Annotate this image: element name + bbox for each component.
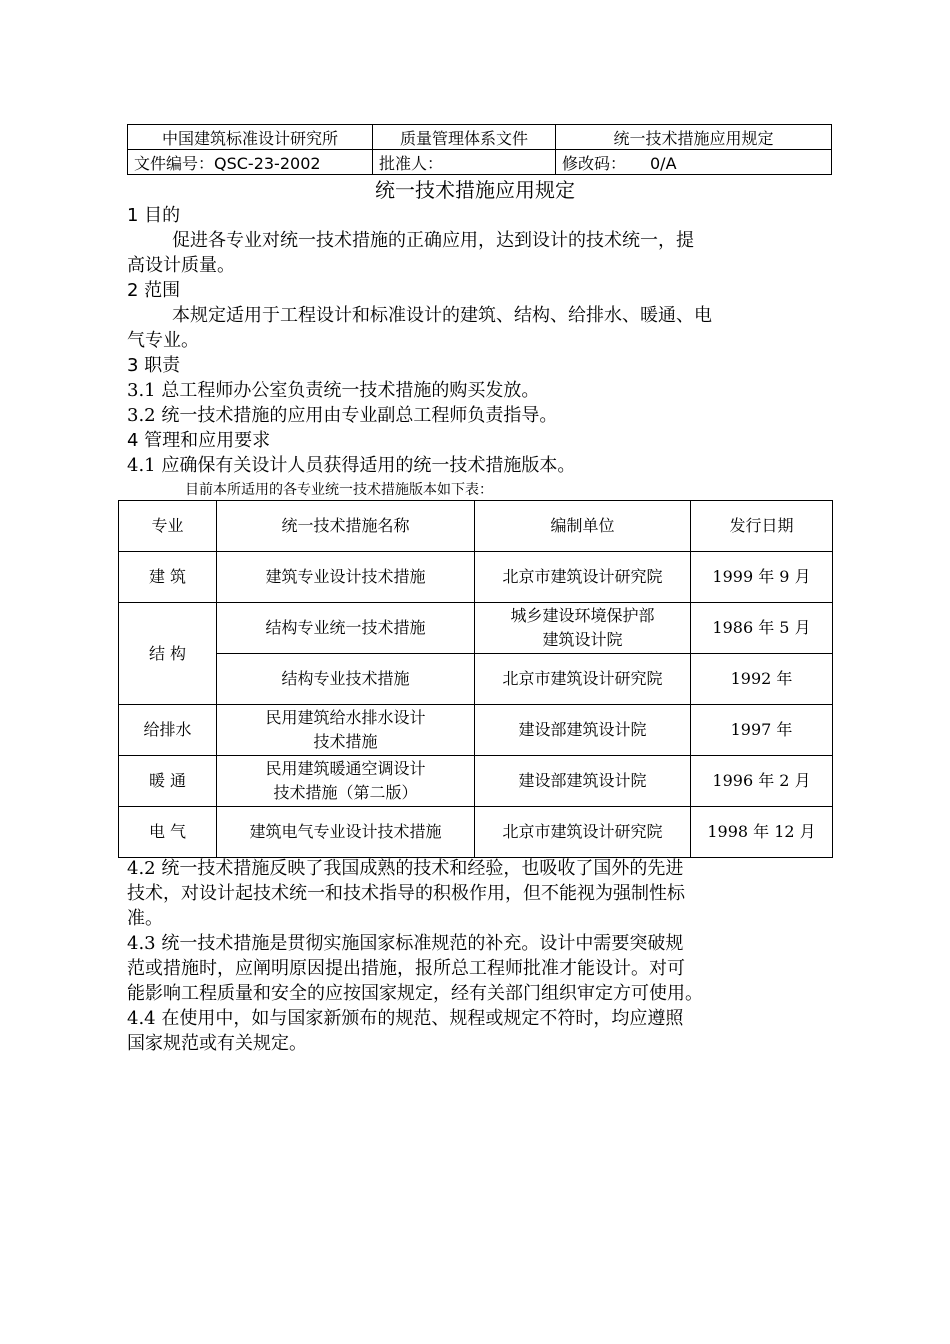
issue-date-cell: 1999 年 9 月 <box>691 552 833 603</box>
table-row <box>119 756 833 807</box>
compiling-unit-cell: 建设部建筑设计院 <box>475 756 691 807</box>
column-header-compiling-unit: 编制单位 <box>475 501 691 552</box>
page-title: 统一技术措施应用规定 <box>375 178 575 202</box>
item-4-4-line-2: 国家规范或有关规定。 <box>127 1033 307 1054</box>
section-2-heading: 2 范围 <box>127 280 181 301</box>
table-row <box>119 705 833 756</box>
compiling-unit-cell: 北京市建筑设计研究院 <box>475 552 691 603</box>
compiling-unit-cell: 北京市建筑设计研究院 <box>475 654 691 705</box>
system-name: 质量管理体系文件 <box>373 125 556 150</box>
section-1-heading: 1 目的 <box>127 205 181 226</box>
table-row <box>119 552 833 603</box>
item-4-3-line-3: 能影响工程质量和安全的应按国家规定，经有关部门组织审定方可使用。 <box>127 983 703 1004</box>
section-4-heading: 4 管理和应用要求 <box>127 430 271 451</box>
approver-field: 批准人： <box>373 150 556 175</box>
header-doc-title: 统一技术措施应用规定 <box>556 125 832 150</box>
issue-date-cell: 1996 年 2 月 <box>691 756 833 807</box>
document-header-box <box>127 124 832 175</box>
technical-measures-table <box>118 500 833 858</box>
revision-code: 修改码： 0/A <box>556 150 832 175</box>
measure-name-cell: 结构专业技术措施 <box>217 654 475 705</box>
issue-date-cell: 1992 年 <box>691 654 833 705</box>
column-header-measure-name: 统一技术措施名称 <box>217 501 475 552</box>
institute-name: 中国建筑标准设计研究所 <box>128 125 373 150</box>
table-header-row <box>119 501 833 552</box>
item-4-3-line-1: 4.3 统一技术措施是贯彻实施国家标准规范的补充。设计中需要突破规 <box>127 933 684 954</box>
measure-name-cell: 结构专业统一技术措施 <box>217 603 475 654</box>
measure-name-cell: 民用建筑给水排水设计 技术措施 <box>217 705 475 756</box>
table-row <box>119 603 833 654</box>
section-1-text-line-1: 促进各专业对统一技术措施的正确应用，达到设计的技术统一，提 <box>172 230 694 251</box>
item-3-2: 3.2 统一技术措施的应用由专业副总工程师负责指导。 <box>127 405 558 426</box>
table-intro-note: 目前本所适用的各专业统一技术措施版本如下表： <box>185 482 493 498</box>
discipline-cell: 电 气 <box>119 807 217 858</box>
item-4-3-line-2: 范或措施时，应阐明原因提出措施，报所总工程师批准才能设计。对可 <box>127 958 685 979</box>
compiling-unit-cell: 建设部建筑设计院 <box>475 705 691 756</box>
item-4-4-line-1: 4.4 在使用中，如与国家新颁布的规范、规程或规定不符时，均应遵照 <box>127 1008 684 1029</box>
item-4-2-line-1: 4.2 统一技术措施反映了我国成熟的技术和经验，也吸收了国外的先进 <box>127 858 684 879</box>
discipline-cell: 给排水 <box>119 705 217 756</box>
issue-date-cell: 1986 年 5 月 <box>691 603 833 654</box>
discipline-cell: 建 筑 <box>119 552 217 603</box>
issue-date-cell: 1998 年 12 月 <box>691 807 833 858</box>
section-3-heading: 3 职责 <box>127 355 181 376</box>
table-row <box>119 807 833 858</box>
discipline-cell: 暖 通 <box>119 756 217 807</box>
measure-name-cell: 建筑电气专业设计技术措施 <box>217 807 475 858</box>
section-1-text-line-2: 高设计质量。 <box>127 255 235 276</box>
column-header-discipline: 专业 <box>119 501 217 552</box>
item-4-2-line-3: 准。 <box>127 908 163 929</box>
item-4-2-line-2: 技术，对设计起技术统一和技术指导的积极作用，但不能视为强制性标 <box>127 883 685 904</box>
item-3-1: 3.1 总工程师办公室负责统一技术措施的购买发放。 <box>127 380 540 401</box>
table-row <box>119 654 833 705</box>
item-4-1: 4.1 应确保有关设计人员获得适用的统一技术措施版本。 <box>127 455 576 476</box>
document-number: 文件编号：QSC-23-2002 <box>128 150 373 175</box>
column-header-issue-date: 发行日期 <box>691 501 833 552</box>
measure-name-cell: 建筑专业设计技术措施 <box>217 552 475 603</box>
issue-date-cell: 1997 年 <box>691 705 833 756</box>
compiling-unit-cell: 北京市建筑设计研究院 <box>475 807 691 858</box>
measure-name-cell: 民用建筑暖通空调设计 技术措施（第二版） <box>217 756 475 807</box>
discipline-cell: 结 构 <box>119 603 217 705</box>
section-2-text-line-2: 气专业。 <box>127 330 199 351</box>
compiling-unit-cell: 城乡建设环境保护部 建筑设计院 <box>475 603 691 654</box>
section-2-text-line-1: 本规定适用于工程设计和标准设计的建筑、结构、给排水、暖通、电 <box>172 305 712 326</box>
